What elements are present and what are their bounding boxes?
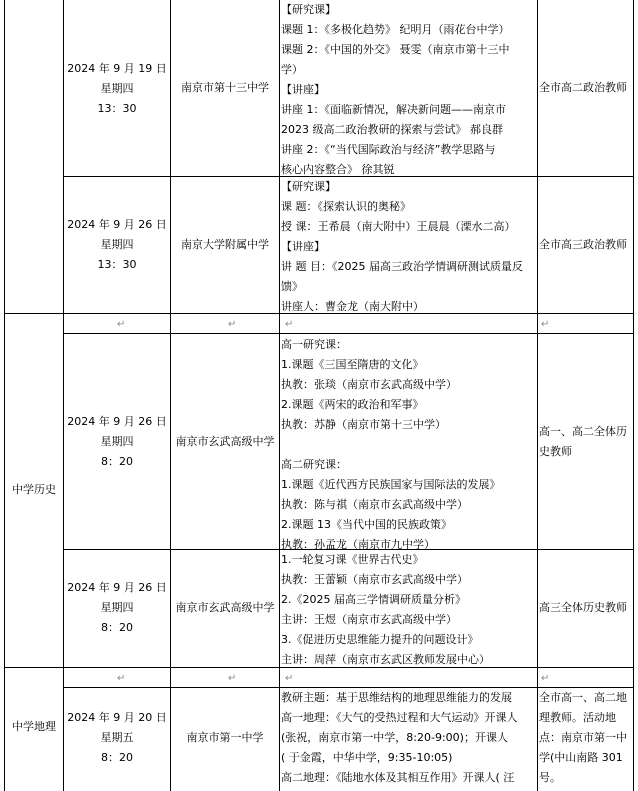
school-cell: [171, 78, 279, 98]
content-line: 2023 级高二政治教研的探索与尝试》 郝良群: [281, 123, 503, 136]
time-text: 13：30: [97, 102, 137, 115]
weekday-text: 星期五: [100, 731, 134, 744]
content-line: 核心内容整合》 徐其锐: [281, 163, 395, 176]
audience-cell: [539, 598, 633, 618]
empty-cell-mark: ↵: [228, 319, 237, 330]
time-text: 8：20: [101, 455, 133, 468]
empty-cell-mark: ↵: [117, 319, 126, 330]
audience-text: 高三全体历史教师: [539, 601, 627, 614]
content-line: 授 课：王希晨（南大附中）王晨晨（溧水二高）: [281, 220, 516, 233]
content-line: 高一地理：《大气的受热过程和大气运动》开课人: [281, 711, 518, 724]
weekday-text: 星期四: [100, 82, 134, 95]
content-line: 执教：孙孟龙（南京市九中学）: [281, 538, 435, 551]
empty-cell-mark: ↵: [285, 319, 294, 330]
content-line: 高二地理：《陆地水体及其相互作用》开课人( 汪: [281, 771, 515, 784]
content-cell: [281, 688, 537, 788]
date-cell: [64, 708, 170, 768]
audience-text: 理教师。活动地: [539, 711, 616, 724]
school-text: 南京大学附属中学: [181, 238, 269, 251]
school-cell: [171, 235, 279, 255]
content-line: 2.课题《两宋的政治和军事》: [281, 398, 424, 411]
content-line: 讲 题 目：《2025 届高三政治学情调研测试质量反: [281, 260, 523, 273]
time-text: 13：30: [97, 258, 137, 271]
school-text: 南京市第一中学: [186, 731, 264, 744]
school-text: 南京市玄武高级中学: [175, 435, 275, 448]
content-line: 1.一轮复习课《世界古代史》: [281, 553, 424, 566]
empty-cell-mark: ↵: [117, 673, 126, 684]
subject-text: 中学地理: [12, 720, 56, 733]
content-line: 讲座 1：《面临新情况，解决新问题——南京市: [281, 103, 506, 116]
content-line: 学）: [281, 63, 303, 76]
date-text: 2024 年 9 月 26 日: [67, 218, 167, 231]
audience-cell: [539, 422, 633, 462]
school-cell: [171, 432, 279, 452]
content-line: 高一研究课：: [281, 338, 347, 351]
content-line: ( 于金霞，中华中学，9:35-10:05): [281, 751, 453, 764]
audience-text: 学(中山南路 301: [539, 751, 623, 764]
content-cell: [281, 0, 537, 180]
content-line: 1.课题《三国至隋唐的文化》: [281, 358, 424, 371]
content-line: 【讲座】: [281, 240, 325, 253]
content-line: 课题 1：《多极化趋势》 纪明月（雨花台中学）: [281, 23, 510, 36]
empty-cell-mark: ↵: [541, 319, 550, 330]
date-cell: [64, 412, 170, 472]
audience-text: 高一、高二全体历: [539, 425, 627, 438]
audience-cell: [539, 78, 633, 98]
table-col-divider: [537, 0, 538, 791]
empty-cell-mark: ↵: [228, 673, 237, 684]
school-text: 南京市第十三中学: [181, 81, 269, 94]
subject-cell: [5, 717, 63, 737]
content-line: 【研究课】: [281, 180, 336, 193]
audience-text: 点：南京市第一中: [539, 731, 627, 744]
audience-text: 全市高一、高二地: [539, 691, 627, 704]
content-cell: [281, 177, 537, 317]
content-line: 主讲：王煜（南京市玄武高级中学）: [281, 613, 457, 626]
time-text: 8：20: [101, 751, 133, 764]
weekday-text: 星期四: [100, 238, 134, 251]
content-line: [281, 435, 537, 455]
date-cell: [64, 578, 170, 638]
school-cell: [171, 728, 279, 748]
weekday-text: 星期四: [100, 601, 134, 614]
content-line: 3.《促进历史思维能力提升的问题设计》: [281, 633, 479, 646]
date-text: 2024 年 9 月 26 日: [67, 581, 167, 594]
content-line: 课 题：《探索认识的奥秘》: [281, 200, 411, 213]
audience-cell: [539, 235, 633, 255]
content-line: 执教：苏静（南京市第十三中学）: [281, 418, 446, 431]
content-line: 馈》: [281, 280, 303, 293]
date-text: 2024 年 9 月 19 日: [67, 62, 167, 75]
date-cell: [64, 59, 170, 119]
content-line: 执教：陈与祺（南京市玄武高级中学）: [281, 498, 468, 511]
audience-cell: [539, 688, 633, 788]
content-line: 2.《2025 届高三学情调研质量分析》: [281, 593, 466, 606]
content-line: 教研主题：基于思维结构的地理思维能力的发展: [281, 691, 512, 704]
content-cell: [281, 335, 537, 555]
content-line: 高二研究课：: [281, 458, 347, 471]
content-line: 执教：王蕾颖（南京市玄武高级中学）: [281, 573, 468, 586]
audience-text: 全市高三政治教师: [539, 238, 627, 251]
audience-text: 全市高二政治教师: [539, 81, 627, 94]
content-line: 【研究课】: [281, 3, 336, 16]
table-col-divider: [279, 0, 280, 791]
time-text: 8：20: [101, 621, 133, 634]
school-cell: [171, 598, 279, 618]
audience-text: 史教师: [539, 445, 572, 458]
date-text: 2024 年 9 月 20 日: [67, 711, 167, 724]
table-col-divider: [170, 0, 171, 791]
weekday-text: 星期四: [100, 435, 134, 448]
table-border-right: [633, 0, 634, 791]
school-text: 南京市玄武高级中学: [175, 601, 275, 614]
content-line: 课题 2：《中国的外交》 聂雯（南京市第十三中: [281, 43, 510, 56]
date-text: 2024 年 9 月 26 日: [67, 415, 167, 428]
subject-text: 中学历史: [12, 483, 56, 496]
content-cell: [281, 550, 537, 670]
empty-cell-mark: ↵: [541, 673, 550, 684]
table-border-left: [4, 0, 5, 791]
content-line: (张祝，南京市第一中学，8:20-9:00)；开课人: [281, 731, 508, 744]
content-line: 1.课题《近代西方民族国家与国际法的发展》: [281, 478, 501, 491]
content-line: 【讲座】: [281, 83, 325, 96]
date-cell: [64, 215, 170, 275]
audience-text: 号。: [539, 771, 561, 784]
empty-cell-mark: ↵: [285, 673, 294, 684]
content-line: 主讲：周萍（南京市玄武区教师发展中心）: [281, 653, 490, 666]
content-line: 讲座人：曹金龙（南大附中）: [281, 300, 424, 313]
content-line: 执教：张琰（南京市玄武高级中学）: [281, 378, 457, 391]
content-line: 讲座 2：《“当代国际政治与经济”教学思路与: [281, 143, 496, 156]
subject-cell: [5, 480, 63, 500]
content-line: 2.课题 13《当代中国的民族政策》: [281, 518, 452, 531]
